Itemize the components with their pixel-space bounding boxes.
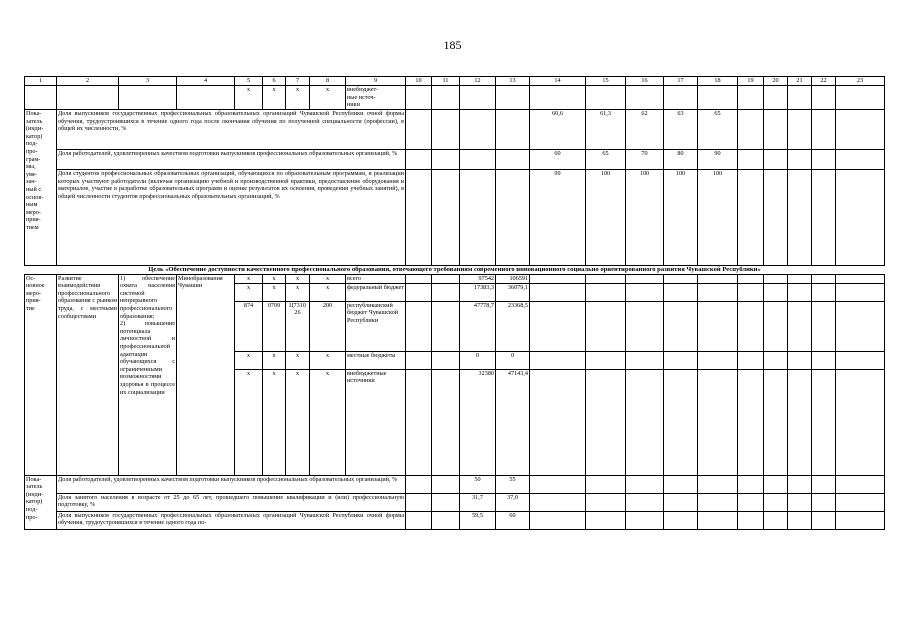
- table-cell: x: [235, 86, 263, 110]
- table-row: [25, 274, 885, 283]
- table-cell: 47143,4: [496, 369, 530, 475]
- funding-source: всего: [346, 274, 406, 283]
- table-cell: внебюджет- ные источ- ники: [346, 86, 406, 110]
- col-header: 21: [788, 77, 812, 86]
- col-header: 8: [310, 77, 346, 86]
- col-header: 15: [586, 77, 626, 86]
- funding-source: местные бюджеты: [346, 351, 406, 369]
- table-row: [25, 86, 885, 110]
- program-table: [24, 76, 885, 530]
- table-cell: x: [286, 369, 310, 475]
- table-cell: 60: [496, 511, 530, 529]
- table-cell: 61,3: [586, 110, 626, 150]
- table-cell: 0709: [263, 301, 286, 351]
- col-header: 9: [346, 77, 406, 86]
- table-cell: x: [310, 274, 346, 283]
- col-header: 1: [25, 77, 57, 86]
- table-row: [25, 475, 885, 493]
- table-cell: x: [263, 283, 286, 301]
- table-cell: 65: [698, 110, 738, 150]
- col-header: 2: [57, 77, 119, 86]
- table-cell: 100: [664, 170, 698, 266]
- table-cell: 60: [530, 150, 586, 170]
- table-cell: x: [235, 274, 263, 283]
- table-row: [25, 493, 885, 511]
- col-header: 10: [406, 77, 432, 86]
- column-number-row: [25, 77, 885, 86]
- indicator-label: Пока- затель (инди- катор) под- про-: [25, 475, 57, 529]
- table-cell: x: [263, 369, 286, 475]
- table-cell: 80: [664, 150, 698, 170]
- table-row: [25, 511, 885, 529]
- indicator-text: Доля работодателей, удовлетворенных качеством подготовки выпускников профессиональных образовательных организаций, %: [57, 150, 406, 170]
- table-cell: 100: [586, 170, 626, 266]
- table-cell: 55: [496, 475, 530, 493]
- col-header: 16: [626, 77, 664, 86]
- table-cell: 99: [530, 170, 586, 266]
- table-row: [25, 170, 885, 266]
- table-row: [25, 150, 885, 170]
- table-cell: 65: [586, 150, 626, 170]
- table-cell: x: [286, 274, 310, 283]
- table-cell: x: [310, 283, 346, 301]
- col-header: 23: [836, 77, 885, 86]
- table-cell: 60,6: [530, 110, 586, 150]
- col-header: 13: [496, 77, 530, 86]
- table-cell: x: [235, 283, 263, 301]
- col-header: 22: [812, 77, 836, 86]
- table-cell: 37,0: [496, 493, 530, 511]
- col-header: 5: [235, 77, 263, 86]
- funding-source: республиканский бюджет Чувашской Республики: [346, 301, 406, 351]
- table-cell: x: [235, 369, 263, 475]
- col-header: 19: [738, 77, 764, 86]
- table-cell: 50: [460, 475, 496, 493]
- event-purpose: 1) обеспечение охвата населения системой непрерывного профессионального образования; 2) повышение потенциала личностной и профессиональной адаптации обучающихся с ограниченными возможностями здоровья в процессе их социализации: [119, 274, 177, 475]
- event-type: Ос- новное меро- прия- тие: [25, 274, 57, 475]
- table-cell: x: [263, 351, 286, 369]
- col-header: 17: [664, 77, 698, 86]
- col-header: 14: [530, 77, 586, 86]
- table-cell: x: [263, 274, 286, 283]
- goal-row: [25, 266, 885, 275]
- col-header: 4: [177, 77, 235, 86]
- table-cell: x: [286, 86, 310, 110]
- table-cell: 100: [626, 170, 664, 266]
- col-header: 18: [698, 77, 738, 86]
- table-cell: 47778,7: [460, 301, 496, 351]
- table-cell: 31,7: [460, 493, 496, 511]
- table-cell: x: [286, 283, 310, 301]
- event-name: Развитие взаимодействия профессионального образования с рынком труда, с местными сообществами: [57, 274, 119, 475]
- indicator-text: Доля занятого населения в возрасте от 25 до 65 лет, прошедшего повышение квалификации и (или) профессиональную подготовку, %: [57, 493, 406, 511]
- event-executor: Минобразования Чувашии: [177, 274, 235, 475]
- col-header: 11: [432, 77, 460, 86]
- table-cell: x: [310, 86, 346, 110]
- goal-heading: Цель «Обеспечение доступности качественного профессионального образования, отвечающего требованиям современного инновационного социально ориентированного развития Чувашской Республики»: [25, 266, 885, 275]
- table-cell: Ц7310 26: [286, 301, 310, 351]
- table-cell: 23368,5: [496, 301, 530, 351]
- col-header: 20: [764, 77, 788, 86]
- table-cell: 200: [310, 301, 346, 351]
- col-header: 12: [460, 77, 496, 86]
- indicator-text: Доля выпускников государственных профессиональных образовательных организаций Чувашской Республики очной формы обучения, трудоустроившихся в течение одного года по-: [57, 511, 406, 529]
- table-cell: 17383,3: [460, 283, 496, 301]
- indicator-text: Доля работодателей, удовлетворенных качеством подготовки выпускников профессиональных образовательных организаций, %: [57, 475, 406, 493]
- table-cell: x: [235, 351, 263, 369]
- table-cell: 100: [698, 170, 738, 266]
- indicator-label: Пока- затель (инди- катор) под- про- грам- мы, увя- зан- ный с основ- ным меро- прия- тием: [25, 110, 57, 266]
- table-cell: 106591: [496, 274, 530, 283]
- indicator-text: Доля выпускников государственных профессиональных образовательных организаций Чувашской Республики очной формы обучения, трудоустроившихся в течение одного года после окончания обучения по полученной специальности (профессии), в общей их численности, %: [57, 110, 406, 150]
- col-header: 3: [119, 77, 177, 86]
- table-cell: 0: [496, 351, 530, 369]
- table-row: [25, 110, 885, 150]
- table-cell: 97542: [460, 274, 496, 283]
- table-cell: x: [286, 351, 310, 369]
- table-cell: x: [310, 351, 346, 369]
- funding-source: федеральный бюджет: [346, 283, 406, 301]
- table-cell: 874: [235, 301, 263, 351]
- table-cell: 63: [664, 110, 698, 150]
- col-header: 6: [263, 77, 286, 86]
- page-number: 185: [443, 38, 462, 52]
- table-cell: 90: [698, 150, 738, 170]
- table-cell: 59,5: [460, 511, 496, 529]
- table-cell: 32380: [460, 369, 496, 475]
- table-cell: 0: [460, 351, 496, 369]
- col-header: 7: [286, 77, 310, 86]
- indicator-text: Доля студентов профессиональных образовательных организаций, обучающихся по образовательным программам, в реализации которых участвуют работодатели (включая организацию учебной и производственной практики, предоставление оборудования и материалов, участие в разработке образовательных программ и оценке результатов их освоения, проведении учебных занятий), в общей численности студентов профессиональных образовательных организаций, %: [57, 170, 406, 266]
- table-cell: 62: [626, 110, 664, 150]
- table-cell: x: [310, 369, 346, 475]
- table-cell: 36079,1: [496, 283, 530, 301]
- funding-source: внебюджетные источники: [346, 369, 406, 475]
- table-cell: 70: [626, 150, 664, 170]
- table-cell: x: [263, 86, 286, 110]
